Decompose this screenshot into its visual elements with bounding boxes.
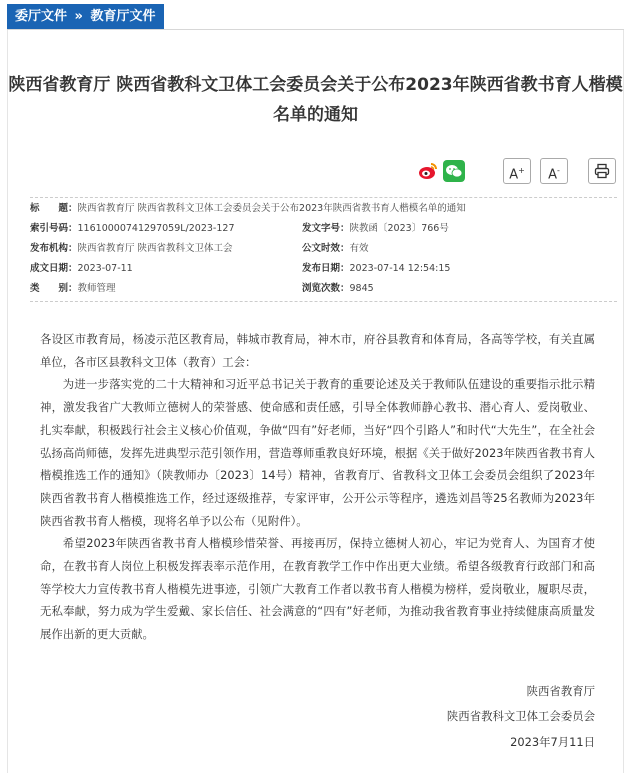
meta-title-label: 标 题： — [30, 203, 78, 214]
meta-created-label: 成文日期： — [30, 263, 78, 274]
meta-docno-value: 陕教函〔2023〕766号 — [349, 223, 449, 234]
page-title: 陕西省教育厅 陕西省教科文卫体工会委员会关于公布2023年陕西省教书育人楷模名单的通知 — [8, 75, 623, 125]
meta-index-label: 索引号码： — [30, 223, 78, 234]
content-border-right — [623, 30, 624, 773]
article-toolbar — [417, 160, 617, 184]
font-increase-button[interactable] — [503, 158, 531, 184]
meta-row-created — [30, 259, 617, 278]
meta-validity — [302, 239, 369, 258]
breadcrumb — [7, 4, 164, 30]
signature-org-2: 陕西省教科文卫体工会委员会 — [446, 709, 595, 723]
breadcrumb-level2-link[interactable]: 教育厅文件 — [90, 9, 156, 24]
meta-published — [302, 259, 450, 278]
meta-org-value: 陕西省教育厅 陕西省教科文卫体工会 — [77, 243, 233, 254]
meta-docno — [302, 219, 449, 238]
wechat-share-icon[interactable] — [443, 160, 465, 182]
meta-created-value: 2023-07-11 — [77, 263, 133, 274]
body-paragraph: 希望2023年陕西省教书育人楷模珍惜荣誉、再接再厉，保持立德树人初心，牢记为党育人、为国育才使命，在教书育人岗位上积极发挥表率示范作用，在教育教学工作中作出更大业绩。希望各级教育行政部门和高等学校大力宣传教书育人楷模先进事迹，引领广大教育工作者以教书育人楷模为榜样，爱岗敬业，履职尽责，无私奉献，努力成为学生爱戴、家长信任、社会满意的“四有”好老师，为推动我省教育事业持续健康高质量发展作出新的更大贡献。 — [40, 536, 595, 642]
meta-category-value: 教师管理 — [77, 283, 116, 294]
meta-index-value: 11610000741297059L/2023-127 — [77, 223, 235, 234]
breadcrumb-separator: » — [74, 9, 83, 24]
meta-row-org — [30, 239, 617, 258]
meta-row-category — [30, 279, 617, 298]
meta-published-label: 发布日期： — [302, 263, 350, 274]
signature-org-1: 陕西省教育厅 — [526, 684, 595, 698]
printer-icon — [594, 163, 610, 179]
font-decrease-label: A — [548, 167, 557, 183]
salutation-paragraph: 各设区市教育局，杨凌示范区教育局，韩城市教育局，神木市，府谷县教育和体育局，各高等学校，有关直属单位，各市区县教科文卫体（教育）工会： — [40, 332, 595, 369]
content-border-left — [7, 30, 8, 773]
meta-row-index — [30, 219, 617, 238]
signature-date: 2023年7月11日 — [510, 735, 595, 749]
document-metadata — [30, 197, 617, 302]
font-decrease-minus: - — [557, 166, 560, 175]
font-decrease-button[interactable] — [540, 158, 568, 184]
meta-title-value: 陕西省教育厅 陕西省教科文卫体工会委员会关于公布2023年陕西省教书育人楷模名单的通知 — [77, 203, 466, 214]
meta-row-title — [30, 199, 617, 218]
meta-views-label: 浏览次数： — [302, 283, 350, 294]
font-increase-label: A — [509, 167, 519, 183]
print-button[interactable] — [588, 158, 616, 184]
meta-views — [302, 279, 374, 298]
meta-category-label: 类 别： — [30, 283, 78, 294]
meta-published-value: 2023-07-14 12:54:15 — [349, 263, 451, 274]
meta-views-value: 9845 — [349, 283, 374, 294]
breadcrumb-underline — [7, 29, 624, 30]
meta-docno-label: 发文字号： — [302, 223, 350, 234]
article-body — [40, 328, 595, 646]
weibo-share-icon[interactable] — [417, 160, 439, 182]
font-increase-plus: + — [518, 166, 525, 175]
meta-validity-label: 公文时效： — [302, 243, 350, 254]
meta-validity-value: 有效 — [349, 243, 369, 254]
meta-org-label: 发布机构： — [30, 243, 78, 254]
breadcrumb-level1-link[interactable]: 委厅文件 — [15, 9, 68, 24]
body-paragraph: 为进一步落实党的二十大精神和习近平总书记关于教育的重要论述及关于教师队伍建设的重要指示批示精神，激发我省广大教师立德树人的荣誉感、使命感和责任感，引导全体教师静心教书、潜心育人、爱岗敬业、扎实奉献，积极践行社会主义核心价值观，争做“四有”好老师，当好“四个引路人”和时代“大先生”，在全社会弘扬高尚师德，发挥先进典型示范引领作用，营造尊师重教良好环境，根据《关于做好2023年陕西省教书育人楷模推选工作的通知》（陕教师办〔2023〕14号）精神，省教育厅、省教科文卫体工会委员会组织了2023年陕西省教书育人楷模推选工作，经过逐级推荐，专家评审，公开公示等程序，遴选刘昌等25名教师为2023年陕西省教书育人楷模，现将名单予以公布（见附件）。 — [40, 377, 595, 528]
